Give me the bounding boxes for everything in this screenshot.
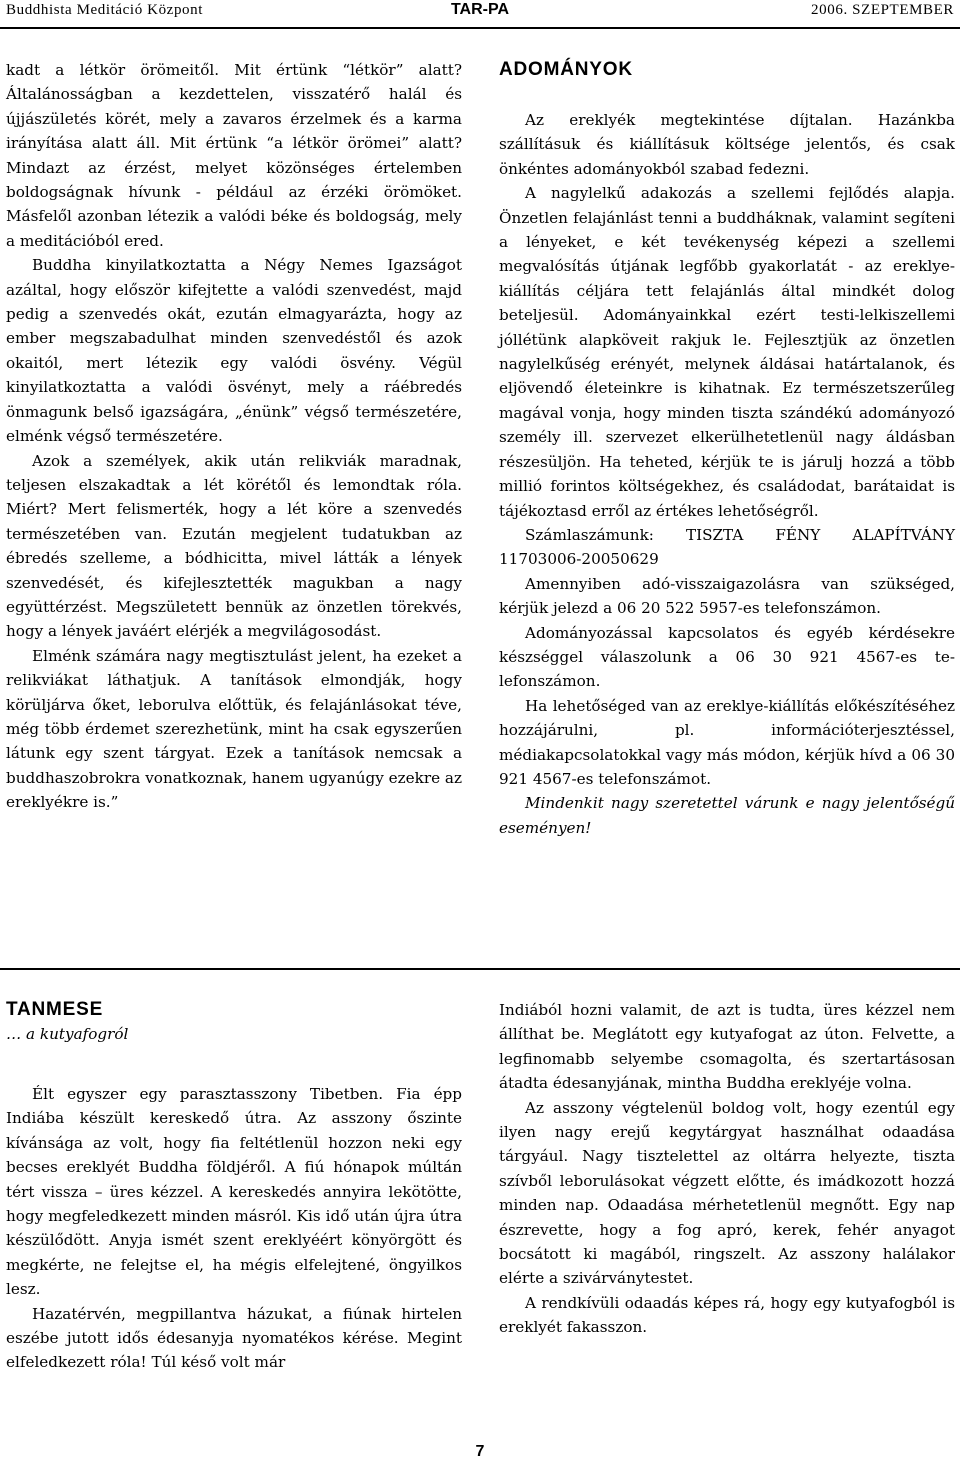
paragraph: Élt egyszer egy parasztasszony Tibetben. Fia épp Indiába készült kereskedő útra. Az asszony őszinte kívánsága az volt, hogy fia feltétlenül hozzon neki egy becses ereklyét Buddha földjéről. A fiú hónapok múltán tért vissza – üres kézzel. A kereskedés annyira lekötötte, hogy megfeledkezett minden másról. Kis idő után újra útra készülődött. Anyja ismét szent ereklyéért könyörgött és megkérte, ne felejtse el, ha mégis elfelejtené, öngyilkos lesz. — [6, 1085, 462, 1299]
parable-subtitle: … a kutyafogról — [6, 1025, 129, 1043]
paragraph: Az asszony végtelenül boldog volt, hogy ezentúl egy ilyen nagy erejű kegytárgyat használhat odaadása tárgyául. Nagy tisztelettel az oltárra helyezte, tiszta szívből leborulásokat végzett előtte, és imádkozott hozzá minden nap. Odaadása mérhetetlenül megnőtt. Egy nap észrevette, hogy a fog apró, kerek, fehér anyagot bocsátott ki magából, ringszelt. Az asszony halálakor elérte a szivárványtestet. — [499, 1098, 955, 1288]
header-publication-title: TAR-PA — [450, 1, 510, 18]
header-rule — [0, 27, 960, 29]
paragraph: Hazatérvén, megpillantva házukat, a fiúnak hirtelen eszébe jutott idős édesanyja nyomatékos kérése. Megint elfeledkezett róla! Túl késő volt már — [6, 1304, 462, 1372]
section-divider — [0, 968, 960, 970]
paragraph: Az ereklyék megtekintése díjtalan. Hazánkba szállításuk és kiállításuk költsége jelentős, és csak önkéntes adományokból szabad fedezni. — [499, 111, 955, 178]
paragraph: Elménk számára nagy megtisztulást jelent, ha ezeket a relikviákat láthatjuk. A tanítások elmondják, hogy körüljárva őket, leborulva előttük, és felajánlásokat téve, még több érdemet szerezhetünk, mint ha csak egyszerűen látunk egy szent tárgyat. Ezek a tanítások nemcsak a buddhaszobrokra vonatkoznak, hanem ugyanúgy ezekre az ereklyékre is.” — [6, 646, 462, 812]
paragraph: Indiából hozni valamit, de azt is tudta, üres kézzel nem állíthat be. Meglátott egy kutyafogat az úton. Felvette, a legfinomabb selyembe csomagolta, és szertartásosan átadta édesanyjának, mintha Buddha ereklyéje volna. — [499, 1001, 955, 1093]
paragraph: Amennyiben adó-visszaigazolásra van szükséged, kérjük jelezd a 06 20 522 5957-es telefonszámon. — [499, 574, 955, 618]
section-title-donations: ADOMÁNYOK — [499, 59, 633, 80]
bank-account: Számlaszámunk: TISZTA FÉNY ALAPÍTVÁNY 11703006-20050629 — [499, 525, 955, 569]
page-header — [0, 0, 960, 26]
header-publisher: Buddhista Meditáció Központ — [6, 2, 204, 18]
closing-invitation: Mindenkit nagy szeretettel várunk e nagy jelentőségű eseményen! — [499, 794, 955, 837]
article-donations — [499, 58, 955, 840]
paragraph: Ha lehetőséged van az ereklye-kiállítás előkészítéséhez hozzájárulni, pl. információterjesztéssel, médiakapcsolatokkal vagy más módon, kérjük hívd a 06 30 921 4567-es telefonszámot. — [499, 696, 955, 788]
paragraph: Buddha kinyilatkoztatta a Négy Nemes Igazságot azáltal, hogy először kifejtette a valódi szenvedést, majd pedig a szenvedés okát, ezután elmagyarázta, hogy az ember megszabadulhat minden szenvedéstől és azok okaitól, mert létezik egy valódi ösvény. Végül kinyilatkoztatta a valódi ösvényt, mely a ráébredés önmagunk belső igazságára, „énünk” végső természetére, elménk végső természetére. — [6, 256, 462, 446]
page-number: 7 — [475, 1443, 485, 1460]
paragraph: Azok a személyek, akik után relikviák maradnak, teljesen elszakadtak a lét körétől és lemondtak róla. Miért? Mert felismerték, hogy a lét köre a szenvedés természetében van. Ezután megjelent tudatukban az ébredés szelleme, a bódhicitta, mivel látták a lények szenvedését, és kifejlesztették magukban a nagy együttérzést. Megszületett bennük az önzetlen törekvés, hogy a lények javáért elérjék a megvilágosodást. — [6, 451, 462, 641]
paragraph: Adományozással kapcsolatos és egyéb kérdésekre készséggel válaszolunk a 06 30 921 4567-es telefonszámon. — [499, 623, 955, 691]
section-title-parable: TANMESE — [6, 999, 104, 1020]
article-parable — [6, 998, 462, 1375]
paragraph: kadt a létkör örömeitől. Mit értünk “létkör” alatt? Általánosságban a kezdettelen, visszatérő halál és újjászületés körét, mely a zavaros érzelmek és a karma irányítása alatt áll. Mit értünk “a létkör örömei” alatt? Mindazt az érzést, melyet közönséges értelemben boldogságnak hívunk - például az érzéki örömöket. Másfelől azonban létezik a valódi béke és boldogság, mely a meditációból ered. — [6, 61, 462, 250]
paragraph: A nagylelkű adakozás a szellemi fejlődés alapja. Önzetlen felajánlást tenni a buddháknak, valamint segíteni a lényeket, e két tevékenység képezi a szellemi megvalósítás útjának legfőbb gyakorlatát - az ereklye-kiállítás céljára tett felajánlás által mindkét dolog beteljesül. Adományainkkal ezért testi-lelkiszellemi jóllétünk alapköveit rakjuk le. Fejlesztjük az önzetlen nagylelkűség erényét, melynek áldásai határtalanok, és eljövendő életeinkre is kihatnak. Ez természetszerűleg magával vonja, hogy minden tiszta szándékú adományozó személy ill. szervezet elkerülhetetlenül nagy áldásban részesüljön. Ha teheted, kérjük te is járulj hozzá a több millió forintos költségekhez, és családodat, barátaidat is tájékoztasd erről az értékes lehetőségről. — [499, 184, 955, 520]
paragraph: A rendkívüli odaadás képes rá, hogy egy kutyafogból is ereklyét fakasszon. — [499, 1293, 955, 1337]
header-date: 2006. SZEPTEMBER — [811, 2, 954, 18]
article-relics-continued — [6, 58, 462, 815]
article-parable-continued — [499, 998, 955, 1340]
